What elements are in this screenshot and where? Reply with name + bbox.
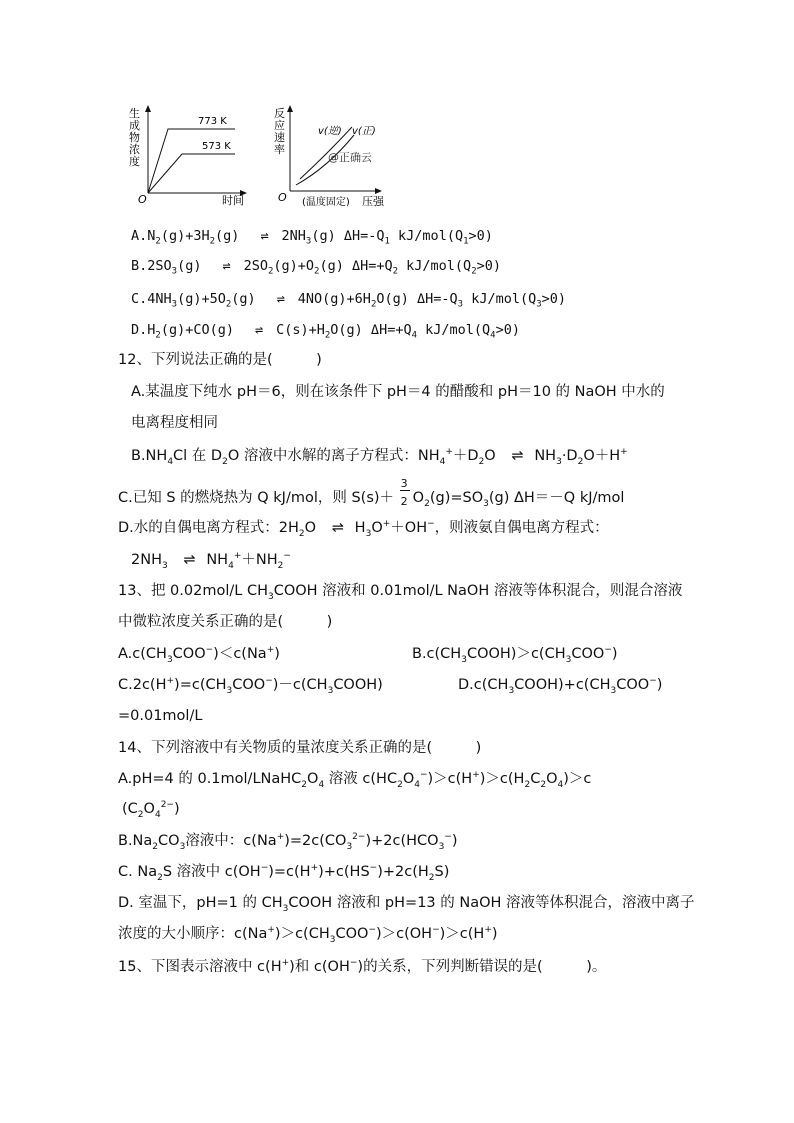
q12-option-c: C.已知 S 的燃烧热为 Q kJ/mol，则 S(s)＋ $\frac{3}{2}$ $O_2(g)=SO_3(g)$ ΔH＝－Q kJ/mol: [118, 477, 625, 509]
svg-text:物: 物: [129, 131, 140, 144]
q14-option-a: A.pH=4 的 $0.1mol/LNaHC_2O_4$ 溶液 $c(HC_2O_4^-)>c(H^+)>c(H_2C_2O_4)>c$: [118, 770, 592, 790]
q12-stem: 12、下列说法正确的是( ): [118, 352, 322, 368]
q12-option-d-cont: $2NH_3$ ⇌ $NH_4^++NH_2^-$: [131, 551, 291, 571]
origin-label: O: [278, 191, 287, 204]
q15-stem: 15、下图表示溶液中 c(H+)和 c(OH−)的关系，下列判断错误的是( )。: [118, 958, 607, 975]
svg-text:成: 成: [129, 119, 140, 132]
origin-label: O: [138, 193, 147, 206]
curve-label-reverse: v(逆): [318, 126, 342, 137]
rate-pressure-graph: [268, 105, 393, 210]
q11-option-d: $D.H_2(g)+CO(g)$ ⇌ $C(s)+H_2O(g)$ $\Delta H=+Q_4$ $kJ/mol(Q_4>0)$: [131, 322, 520, 341]
q14-option-c: C. $Na_2S$ 溶液中 $c(OH^-)=c(H^+)+c(HS^-)+2c(H_2S)$: [118, 863, 450, 883]
q12-option-b: $B.NH_4Cl$ 在 $D_2O$ 溶液中水解的离子方程式：$NH_4^++D_2O$ ⇌ $NH_3\cdot D_2O+H^+$: [131, 447, 628, 467]
q13-option-d: $D.c(CH_3COOH)+c(CH_3COO^-)$: [458, 676, 663, 696]
axis-note: (温度固定): [302, 197, 350, 208]
curve-label-forward: v(正): [352, 126, 376, 137]
q12-option-a-cont: 电离程度相同: [131, 415, 218, 431]
q11-option-a: $A.N_2(g)+3H_2(g)$ ⇌ $2NH_3(g)$ $\Delta H=-Q_1$ $kJ/mol(Q_1>0)$: [131, 228, 493, 247]
q13-option-a: $A.c(CH_3COO^-)<c(Na^+)$: [118, 645, 280, 665]
curve-label-573k: 573 K: [202, 141, 231, 152]
q12-option-d: D.水的自偶电离方程式：$2H_2O$ ⇌ $H_3O^++OH^-$，则液氨自偶电离方程式：: [118, 519, 609, 539]
fraction-three-halves: $\frac{3}{2}$: [400, 477, 408, 508]
q12-option-a: A.某温度下纯水 pH＝6，则在该条件下 pH＝4 的醋酸和 pH＝10 的 NaOH 中水的: [131, 384, 665, 400]
q13-stem: 13、把 0.02mol/L $CH_3COOH$ 溶液和 0.01mol/L NaOH 溶液等体积混合，则混合溶液: [118, 583, 683, 602]
q14-option-b: $B.Na_2CO_3$溶液中：$c(Na^+)=2c(CO_3^{2-})+2c(HCO_3^-)$: [118, 832, 458, 852]
q13-option-b: $B.c(CH_3COOH)>c(CH_3COO^-)$: [412, 645, 618, 665]
svg-text:浓: 浓: [129, 143, 140, 156]
q13-option-d-cont: =0.01mol/L: [118, 708, 203, 724]
x-axis-label: 压强: [362, 195, 384, 208]
q14-option-d: D. 室温下，pH=1 的 $CH_3COOH$ 溶液和 pH=13 的 NaOH 溶液等体积混合，溶液中离子: [118, 895, 695, 914]
q14-option-d-cont: 浓度的大小顺序：$c(Na^+)>c(CH_3COO^-)>c(OH^-)>c(H^+)$: [118, 925, 498, 945]
q14-stem: 14、下列溶液中有关物质的量浓度关系正确的是( ): [118, 740, 482, 756]
svg-text:反: 反: [274, 107, 285, 120]
x-axis-label: 时间: [222, 194, 244, 207]
curve-label-773k: 773 K: [198, 116, 227, 127]
concentration-time-graph: [125, 105, 255, 210]
svg-text:生: 生: [129, 107, 140, 120]
q13-option-c: $C.2c(H^+)=c(CH_3COO^-)-c(CH_3COOH)$: [118, 676, 383, 696]
svg-text:率: 率: [274, 143, 285, 156]
y-axis-label: [274, 107, 285, 156]
q13-stem-cont: 中微粒浓度关系正确的是( ): [118, 614, 333, 630]
svg-text:速: 速: [274, 131, 285, 144]
q11-option-b: $B.2SO_3(g)$ ⇌ $2SO_2(g)+O_2(g)$ $\Delta H=+Q_2$ $kJ/mol(Q_2>0)$: [131, 258, 501, 277]
q11-option-c: $C.4NH_3(g)+5O_2(g)$ ⇌ $4NO(g)+6H_2O(g)$ $\Delta H=-Q_3$ $kJ/mol(Q_3>0)$: [131, 291, 567, 310]
svg-text:度: 度: [129, 155, 140, 168]
q14-option-a-cont: $(C_2O_4^{2-})$: [122, 800, 180, 820]
watermark: @正确云: [328, 151, 372, 164]
y-axis-label: [129, 106, 140, 168]
svg-text:应: 应: [274, 119, 285, 132]
